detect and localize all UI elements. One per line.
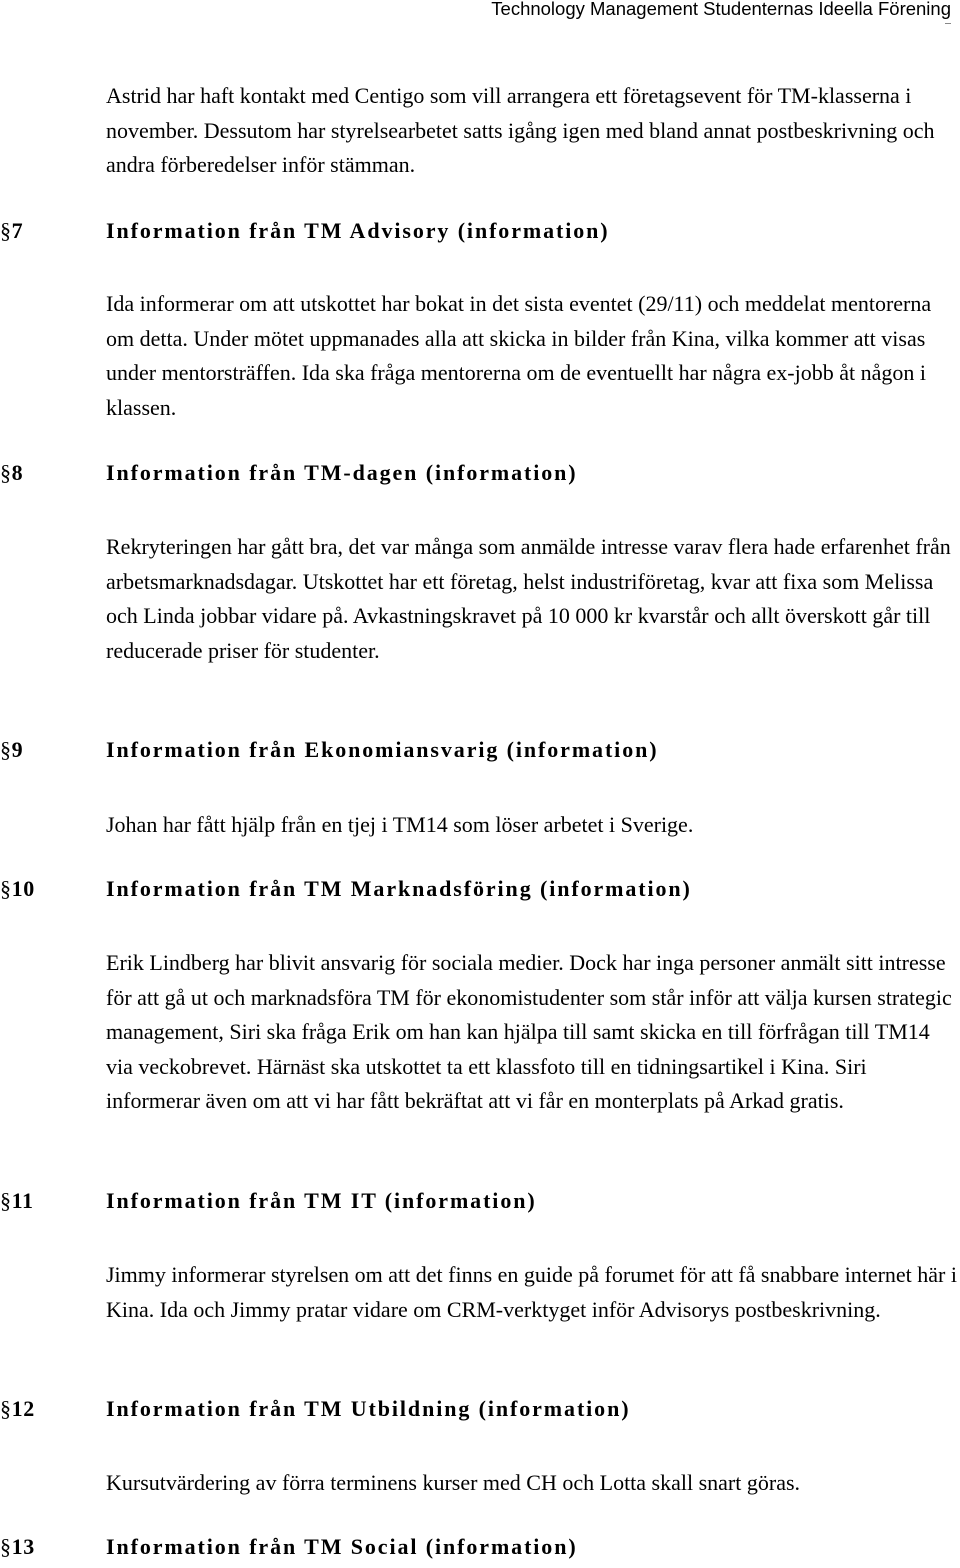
section-number-value: 13	[11, 1534, 35, 1559]
section-title: Information från Ekonomiansvarig (information)	[106, 737, 659, 762]
section-sign: §	[0, 1396, 12, 1421]
section-heading-10	[0, 876, 958, 910]
section-heading-8	[0, 460, 958, 494]
section-body-11: Jimmy informerar styrelsen om att det finns en guide på forumet för att få snabbare internet här i Kina. Ida och Jimmy pratar vidare om CRM-verktyget inför Advisorys postbeskrivning.	[106, 1262, 957, 1322]
section-sign: §	[0, 737, 12, 762]
section-number	[0, 218, 23, 244]
section-title: Information från TM Marknadsföring (information)	[106, 876, 692, 901]
intro-paragraph: Astrid har haft kontakt med Centigo som vill arrangera ett företagsevent för TM-klasserna i november. Dessutom har styrelsearbetet satts igång igen med bland annat postbeskrivning och andra förberedelser inför stämman.	[106, 83, 935, 178]
section-number	[0, 1534, 35, 1560]
section-body-9: Johan har fått hjälp från en tjej i TM14 som löser arbetet i Sverige.	[106, 812, 694, 837]
running-header	[0, 0, 951, 24]
section-number	[0, 1396, 35, 1422]
header-rule	[945, 23, 951, 24]
section-title: Information från TM Social (information)	[106, 1534, 578, 1559]
section-number-value: 10	[11, 876, 35, 901]
section-number-value: 9	[11, 737, 24, 762]
section-sign: §	[0, 218, 12, 243]
section-heading-13	[0, 1534, 958, 1568]
section-heading-12	[0, 1396, 958, 1430]
section-number-value: 12	[11, 1396, 35, 1421]
section-title: Information från TM IT (information)	[106, 1188, 537, 1213]
section-title: Information från TM-dagen (information)	[106, 460, 578, 485]
section-number	[0, 460, 23, 486]
section-sign: §	[0, 460, 12, 485]
section-body-12: Kursutvärdering av förra terminens kurser med CH och Lotta skall snart göras.	[106, 1470, 801, 1495]
section-number	[0, 1188, 34, 1214]
section-title: Information från TM Utbildning (information)	[106, 1396, 631, 1421]
section-body-7: Ida informerar om att utskottet har bokat in det sista eventet (29/11) och meddelat mentorerna om detta. Under mötet uppmanades alla att skicka in bilder från Kina, vilka kommer att visas under mentorsträffen. Ida ska fråga mentorerna om de eventuellt har några ex-jobb åt någon i klassen.	[106, 291, 932, 420]
section-number-value: 7	[11, 218, 24, 243]
header-organization-name: Technology Management Studenternas Ideella Förening	[491, 0, 951, 19]
section-heading-7	[0, 218, 958, 252]
section-heading-9	[0, 737, 958, 771]
section-body-10: Erik Lindberg har blivit ansvarig för sociala medier. Dock har inga personer anmält sitt intresse för att gå ut och marknadsföra TM för ekonomistudenter som står inför att välja kursen strategic management, Siri ska fråga Erik om han kan hjälpa till samt skicka en till förfrågan till TM14 via veckobrevet. Härnäst ska utskottet ta ett klassfoto till en tidningsartikel i Kina. Siri informerar även om att vi har fått bekräftat att vi får en monterplats på Arkad gratis.	[106, 950, 952, 1114]
section-sign: §	[0, 1534, 12, 1559]
section-body-8: Rekryteringen har gått bra, det var många som anmälde intresse varav flera hade erfarenhet från arbetsmarknadsdagar. Utskottet har ett företag, helst industriföretag, kvar att fixa som Melissa och Linda jobbar vidare på. Avkastningskravet på 10 000 kr kvarstår och allt överskott går till reducerade priser för studenter.	[106, 534, 951, 663]
section-sign: §	[0, 1188, 12, 1213]
section-number-value: 8	[11, 460, 24, 485]
section-title: Information från TM Advisory (information)	[106, 218, 610, 243]
section-number	[0, 876, 35, 902]
section-sign: §	[0, 876, 12, 901]
section-heading-11	[0, 1188, 958, 1222]
section-number-value: 11	[11, 1188, 34, 1213]
section-number	[0, 737, 23, 763]
